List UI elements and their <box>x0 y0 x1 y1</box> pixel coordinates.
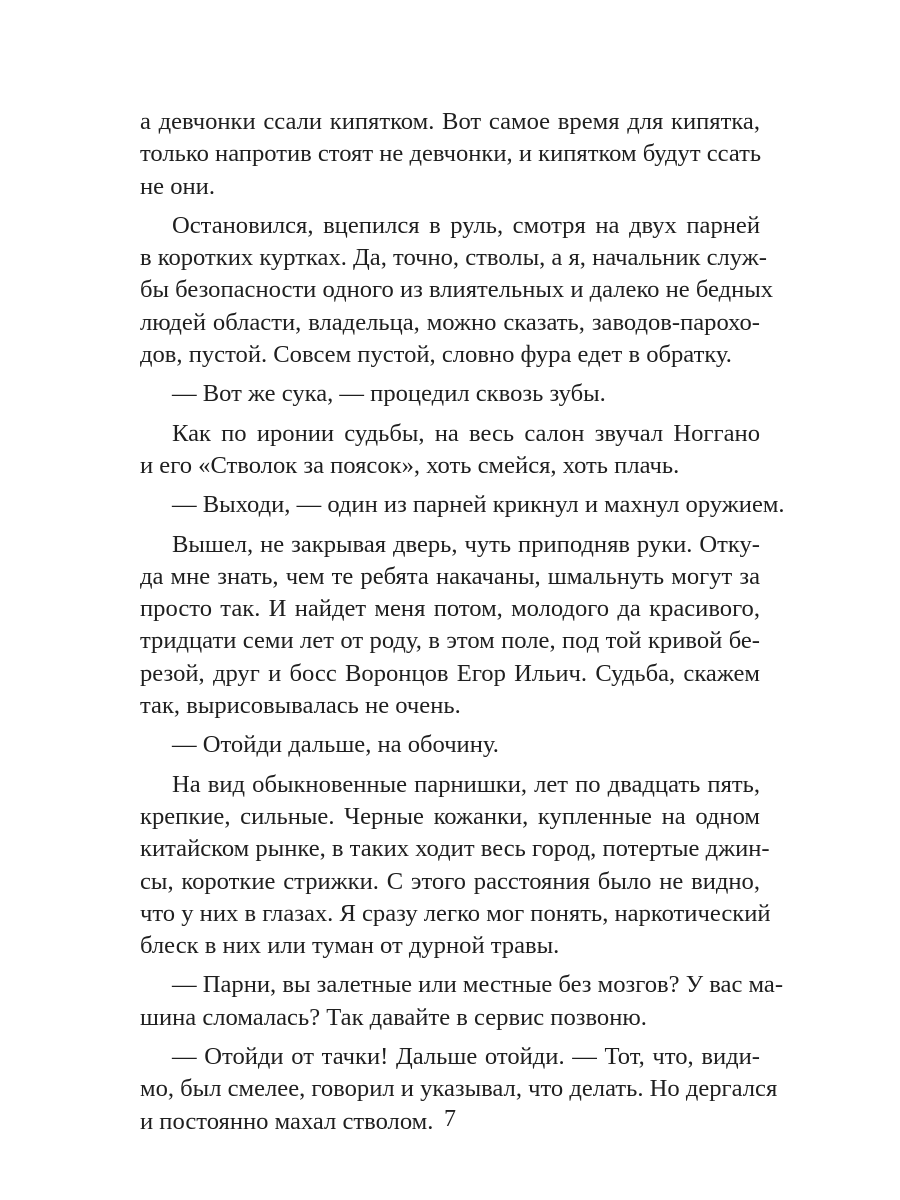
text-line: — Отойди дальше, на обочину. <box>172 731 499 759</box>
text-line: а девчонки ссали кипятком. Вот самое время для кипятка, <box>140 108 760 135</box>
text-line: Вышел, не закрывая дверь, чуть приподняв руки. Отку- <box>172 530 760 558</box>
paragraph-gap <box>140 1034 760 1041</box>
text-line: только напротив стоят не девчонки, и кипятком будут ссать <box>140 140 762 168</box>
page-number: 7 <box>444 1106 456 1132</box>
paragraph-gap <box>140 203 760 210</box>
body-text <box>140 106 785 1138</box>
paragraph-gap <box>140 762 760 769</box>
paragraph-gap <box>140 411 760 418</box>
text-line: Остановился, вцепился в руль, смотря на двух парней <box>172 211 760 239</box>
text-line: — Отойди от тачки! Дальше отойди. — Тот, что, види- <box>172 1043 760 1071</box>
paragraph <box>140 418 760 483</box>
text-line: просто так. И найдет меня потом, молодого да красивого, <box>140 595 760 623</box>
paragraph <box>140 529 760 723</box>
paragraph <box>140 378 760 410</box>
text-line: мо, был смелее, говорил и указывал, что делать. Но дергался <box>140 1075 778 1103</box>
text-line: людей области, владельца, можно сказать, заводов-парохо- <box>140 308 760 336</box>
text-line: так, вырисовывалась не очень. <box>140 692 461 720</box>
paragraph-gap <box>140 482 760 489</box>
text-line: сы, короткие стрижки. С этого расстояния было не видно, <box>140 867 760 895</box>
text-line: блеск в них или туман от дурной травы. <box>140 932 560 960</box>
text-line: не они. <box>140 172 215 200</box>
paragraph-gap <box>140 722 760 729</box>
paragraph-gap <box>140 371 760 378</box>
paragraph <box>140 106 760 203</box>
text-line: что у них в глазах. Я сразу легко мог понять, наркотический <box>140 899 771 927</box>
text-line: да мне знать, чем те ребята накачаны, шмальнуть могут за <box>140 562 760 590</box>
text-line: тридцати семи лет от роду, в этом поле, под той кривой бе- <box>140 627 760 655</box>
text-line: и постоянно махал стволом. <box>140 1107 434 1135</box>
paragraph-gap <box>140 522 760 529</box>
text-line: крепкие, сильные. Черные кожанки, купленные на одном <box>140 802 760 830</box>
text-line: дов, пустой. Совсем пустой, словно фура едет в обратку. <box>140 341 732 369</box>
paragraph <box>140 210 774 371</box>
text-line: шина сломалась? Так давайте в сервис позвоню. <box>140 1003 647 1031</box>
paragraph <box>140 489 785 521</box>
text-line: бы безопасности одного из влиятельных и далеко не бедных <box>140 276 774 304</box>
paragraph <box>140 769 771 963</box>
text-line: резой, друг и босс Воронцов Егор Ильич. Судьба, скажем <box>140 659 760 687</box>
paragraph <box>140 729 760 761</box>
text-line: китайском рынке, в таких ходит весь город, потертые джин- <box>140 835 770 863</box>
paragraph-gap <box>140 962 760 969</box>
text-line: — Вот же сука, — процедил сквозь зубы. <box>172 380 606 408</box>
text-line: Как по иронии судьбы, на весь салон звучал Ноггано <box>172 419 760 447</box>
text-line: — Выходи, — один из парней крикнул и махнул оружием. <box>172 491 785 519</box>
paragraph <box>140 969 784 1034</box>
text-line: — Парни, вы залетные или местные без мозгов? У вас ма- <box>172 971 784 999</box>
text-line: На вид обыкновенные парнишки, лет по двадцать пять, <box>172 770 760 798</box>
text-line: и его «Стволок за поясок», хоть смейся, хоть плачь. <box>140 451 680 479</box>
text-line: в коротких куртках. Да, точно, стволы, а я, начальник служ- <box>140 244 767 272</box>
